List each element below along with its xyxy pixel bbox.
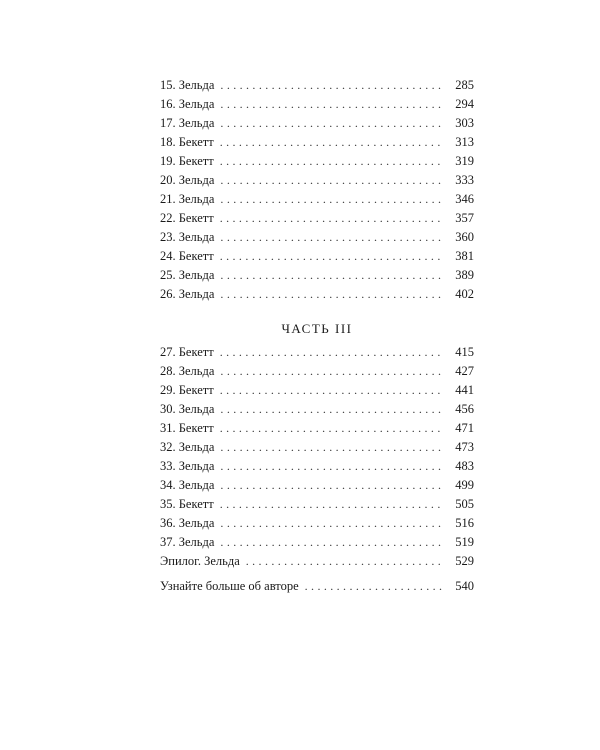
toc-entry[interactable] [160,190,474,209]
toc-entry-title: 26. Зельда [160,285,220,304]
dot-leader [220,76,444,95]
toc-entry-title: 17. Зельда [160,114,220,133]
toc-entry-title: 25. Зельда [160,266,220,285]
toc-entry-title: Узнайте больше об авторе [160,577,305,596]
dot-leader [220,343,444,362]
toc-entry-page: 427 [455,364,474,378]
toc-entry-title: 32. Зельда [160,438,220,457]
toc-entry-page: 415 [455,345,474,359]
part-heading: ЧАСТЬ III [281,321,353,336]
toc-entry-page: 333 [455,173,474,187]
dot-leader [220,533,444,552]
dot-leader [220,495,444,514]
toc-entry[interactable] [160,343,474,362]
toc-entry-title: 30. Зельда [160,400,220,419]
toc-entry-title: 20. Зельда [160,171,220,190]
dot-leader [220,438,444,457]
toc-entry-title: 21. Зельда [160,190,220,209]
toc-entry[interactable] [160,76,474,95]
dot-leader [220,457,444,476]
toc-entry-title: 19. Бекетт [160,152,220,171]
toc-entry[interactable] [160,152,474,171]
toc-entry-page: 313 [455,135,474,149]
toc-entry-page: 294 [455,97,474,111]
dot-leader [220,381,444,400]
toc-entry[interactable] [160,285,474,304]
toc-entry-page: 389 [455,268,474,282]
toc-entry[interactable] [160,95,474,114]
toc-entry-page: 456 [455,402,474,416]
dot-leader [220,514,444,533]
dot-leader [220,171,444,190]
toc-entry-page: 381 [455,249,474,263]
dot-leader [220,152,444,171]
toc-entry-epilogue[interactable] [160,552,474,571]
dot-leader [220,228,444,247]
toc-entry-title: 36. Зельда [160,514,220,533]
toc-entry-title: 22. Бекетт [160,209,220,228]
toc-entry-about-author[interactable] [160,577,474,596]
toc-entry-page: 346 [455,192,474,206]
toc-entry[interactable] [160,400,474,419]
toc-entry-title: 35. Бекетт [160,495,220,514]
toc-entry-page: 516 [455,516,474,530]
dot-leader [220,362,444,381]
toc-entry-title: 37. Зельда [160,533,220,552]
toc-entry-title: 24. Бекетт [160,247,220,266]
toc-entry-page: 303 [455,116,474,130]
toc-entry-page: 505 [455,497,474,511]
toc-entry[interactable] [160,133,474,152]
toc-entry[interactable] [160,438,474,457]
toc-list-part3 [160,343,474,571]
toc-entry-page: 519 [455,535,474,549]
dot-leader [220,209,444,228]
toc-entry-title: 15. Зельда [160,76,220,95]
toc-entry-page: 441 [455,383,474,397]
toc-entry[interactable] [160,514,474,533]
toc-entry-page: 471 [455,421,474,435]
toc-entry-page: 319 [455,154,474,168]
toc-entry-title: 33. Зельда [160,457,220,476]
toc-entry-page: 402 [455,287,474,301]
toc-entry-title: 23. Зельда [160,228,220,247]
dot-leader [220,476,444,495]
toc-entry[interactable] [160,419,474,438]
toc-entry[interactable] [160,495,474,514]
toc-entry[interactable] [160,457,474,476]
toc-entry-page: 529 [455,554,474,568]
dot-leader [220,247,444,266]
toc-entry[interactable] [160,228,474,247]
toc-entry-title: 16. Зельда [160,95,220,114]
dot-leader [246,552,444,571]
toc-entry[interactable] [160,476,474,495]
toc-entry[interactable] [160,171,474,190]
toc-entry-title: 34. Зельда [160,476,220,495]
dot-leader [220,419,444,438]
toc-entry-page: 499 [455,478,474,492]
dot-leader [220,266,444,285]
toc-entry[interactable] [160,209,474,228]
toc-entry[interactable] [160,381,474,400]
toc-entry[interactable] [160,533,474,552]
dot-leader [220,133,444,152]
toc-entry-title: 29. Бекетт [160,381,220,400]
dot-leader [220,400,444,419]
toc-entry[interactable] [160,362,474,381]
toc-entry[interactable] [160,247,474,266]
toc-entry-title: 31. Бекетт [160,419,220,438]
dot-leader [220,190,444,209]
toc-list-extra [160,577,474,596]
toc-entry-page: 473 [455,440,474,454]
toc-entry-page: 540 [455,579,474,593]
toc-entry-page: 357 [455,211,474,225]
toc-entry[interactable] [160,266,474,285]
toc-entry-page: 483 [455,459,474,473]
dot-leader [220,285,444,304]
dot-leader [220,95,444,114]
toc-entry-page: 360 [455,230,474,244]
toc-entry-title: 18. Бекетт [160,133,220,152]
dot-leader [220,114,444,133]
toc-entry-page: 285 [455,78,474,92]
toc-entry-title: Эпилог. Зельда [160,552,246,571]
toc-entry[interactable] [160,114,474,133]
toc-list-part2 [160,76,474,304]
toc-entry-title: 28. Зельда [160,362,220,381]
toc-entry-title: 27. Бекетт [160,343,220,362]
dot-leader [305,577,444,596]
